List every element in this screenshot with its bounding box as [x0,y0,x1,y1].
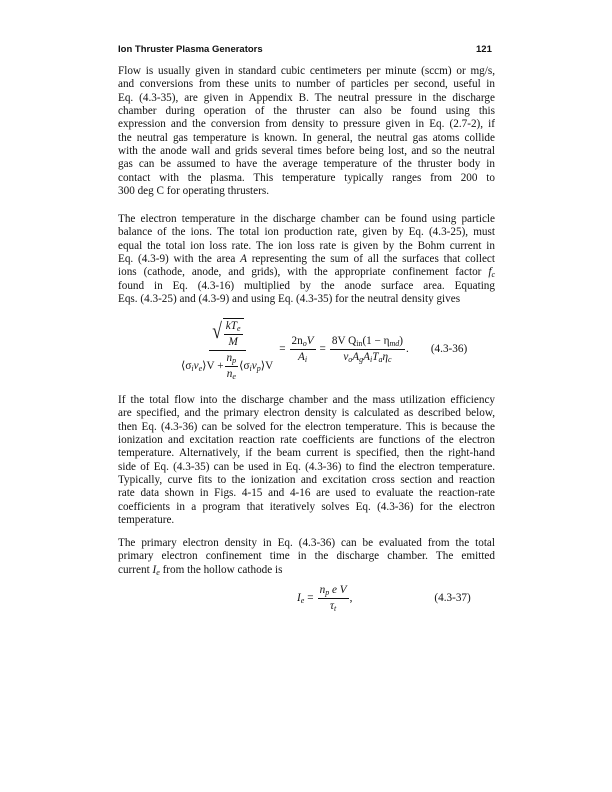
math-symbol: I [152,563,157,576]
middle-fraction: $\frac{2n_oV}{A_i}$ [291,334,314,364]
math-subscript: e [156,567,160,577]
text-segment: current [118,563,153,576]
text-segment: 300 deg C for operating thrusters. [118,185,269,198]
text-segment: are specified, and the primary electron density is calculated as described below, [118,407,495,420]
text-segment: found in Eq. (4.3-16) multiplied by the anode surface area. Equating [118,279,495,292]
text-segment: rate data shown in Figs. 4-15 and 4-16 are used to evaluate the reaction-rate [118,487,495,500]
text-line [118,145,495,158]
text-line [118,564,495,577]
text-segment: primary electron confinement time in the discharge chamber. The emitted [118,550,495,563]
text-segment: ions (cathode, anode, and grids), with the appropriate confinement factor [118,266,489,279]
text-line [118,78,495,91]
text-line [118,421,495,434]
text-line [118,226,495,239]
text-line [118,105,495,118]
text-line [118,280,495,293]
text-segment: ionization and excitation reaction rate coefficients are functions of the electron [118,434,495,447]
text-line [118,65,495,78]
text-segment: representing the sum of all the surfaces that collect [246,253,495,266]
text-line [118,550,495,563]
text-line [118,514,495,527]
text-line [118,158,495,171]
text-segment: coefficients in a program that iteratively solves Eq. (4.3-36) for the electron [118,500,495,513]
text-segment: and conversions from these units to number of particles per second, useful in [118,78,495,91]
text-line [118,394,495,407]
math-symbol: f [488,266,492,279]
paragraph-solution [118,394,495,527]
text-segment: equal the total ion loss rate. The ion loss rate is given by the Bohm current in [118,239,495,252]
text-segment: side of Eq. (4.3-35) can be used in Eq. (4.3-36) to find the electron temperature. [118,460,495,473]
paragraph-flow [118,65,495,198]
text-segment: balance of the ions. The total ion production rate, given by Eq. (4.3-25), must [118,226,495,239]
running-header-title: Ion Thruster Plasma Generators [118,44,263,55]
text-line [118,407,495,420]
text-line [118,185,495,198]
text-line [118,474,495,487]
text-segment: with the anode wall and grids several times before being lost, and so the neutral [118,145,495,158]
text-segment: expression and the conversion from density to pressure given in Eq. (2.7-2), if [118,118,495,131]
text-segment: from the hollow cathode is [159,563,283,576]
text-segment: If the total flow into the discharge chamber and the mass utilization efficiency [118,394,495,406]
text-line [118,172,495,185]
text-segment: Eqs. (4.3-25) and (4.3-9) and using Eq. (4.3-35) for the neutral density gives [118,293,461,306]
text-line [118,92,495,105]
text-line [118,213,495,226]
paragraph-electron-temperature [118,213,495,306]
text-segment: gas can be assumed to have the average temperature of the thruster body in [118,158,495,171]
text-line [118,253,495,266]
text-line [118,501,495,514]
text-line [118,266,495,279]
right-fraction: $\frac{8V Q_{in}(1 - \eta_{md})}{v_oA_gA_iT_a\eta_c}$ [331,334,404,364]
text-segment: contact with the plasma. This temperature typically ranges from 200 to [118,171,495,184]
text-segment: temperature. [118,514,175,527]
equation-4-3-37: $I_e$ = $\frac{n_p e V}{\tau_t}$ , (4.3-37) [297,584,471,613]
text-segment: The electron temperature in the discharge chamber can be found using particle [118,213,495,225]
text-segment: The primary electron density in Eq. (4.3-36) can be evaluated from the total [118,537,495,549]
math-symbol: A [240,253,247,266]
text-line [118,487,495,500]
equation-number-4-3-37: (4.3-37) [434,591,471,604]
text-segment: Flow is usually given in standard cubic centimeters per minute (sccm) or mg/s, [118,65,495,77]
text-segment: then Eq. (4.3-36) can be solved for the electron temperature. This is because the [118,420,495,433]
equation-number-4-3-36: (4.3-36) [430,342,468,355]
text-line [118,447,495,460]
text-line [118,240,495,253]
text-segment: Typically, curve fits to the ionization and excitation cross section and reaction [118,474,495,487]
text-segment: Eq. (4.3-9) with the area [118,253,241,266]
equation-4-3-36: √ $\frac{kT_e}{M}$ $⟨\sigma_iv_e⟩V$ + $\frac{n_p}{n_e}$ $⟨\sigma_iv_p⟩V$ = $\frac{2n_oV}{A_i}$ = $\frac{8V Q_{in}(1 - \eta_{md})}{v_oA_gA_iT_a\eta_c}$ . (4.3-36) [181,318,468,381]
text-segment: the neutral gas temperature is known. In general, the neutral gas atoms collide [118,131,495,144]
page-number: 121 [476,44,492,55]
text-segment: temperature. Alternatively, if the beam current is specified, then the right-hand [118,447,495,460]
text-line [118,132,495,145]
text-line [118,461,495,474]
text-line [118,434,495,447]
text-segment: chamber during operation of the thruster can also be found using this [118,105,495,118]
text-line [118,293,495,306]
lhs-fraction: √ $\frac{kT_e}{M}$ $⟨\sigma_iv_e⟩V$ + $\frac{n_p}{n_e}$ $⟨\sigma_iv_p⟩V$ [181,318,274,381]
paragraph-primary-density [118,537,495,577]
text-line [118,537,495,550]
text-segment: Eq. (4.3-35), are given in Appendix B. The neutral pressure in the discharge [118,91,495,104]
text-line [118,118,495,131]
math-subscript: c [491,270,495,280]
